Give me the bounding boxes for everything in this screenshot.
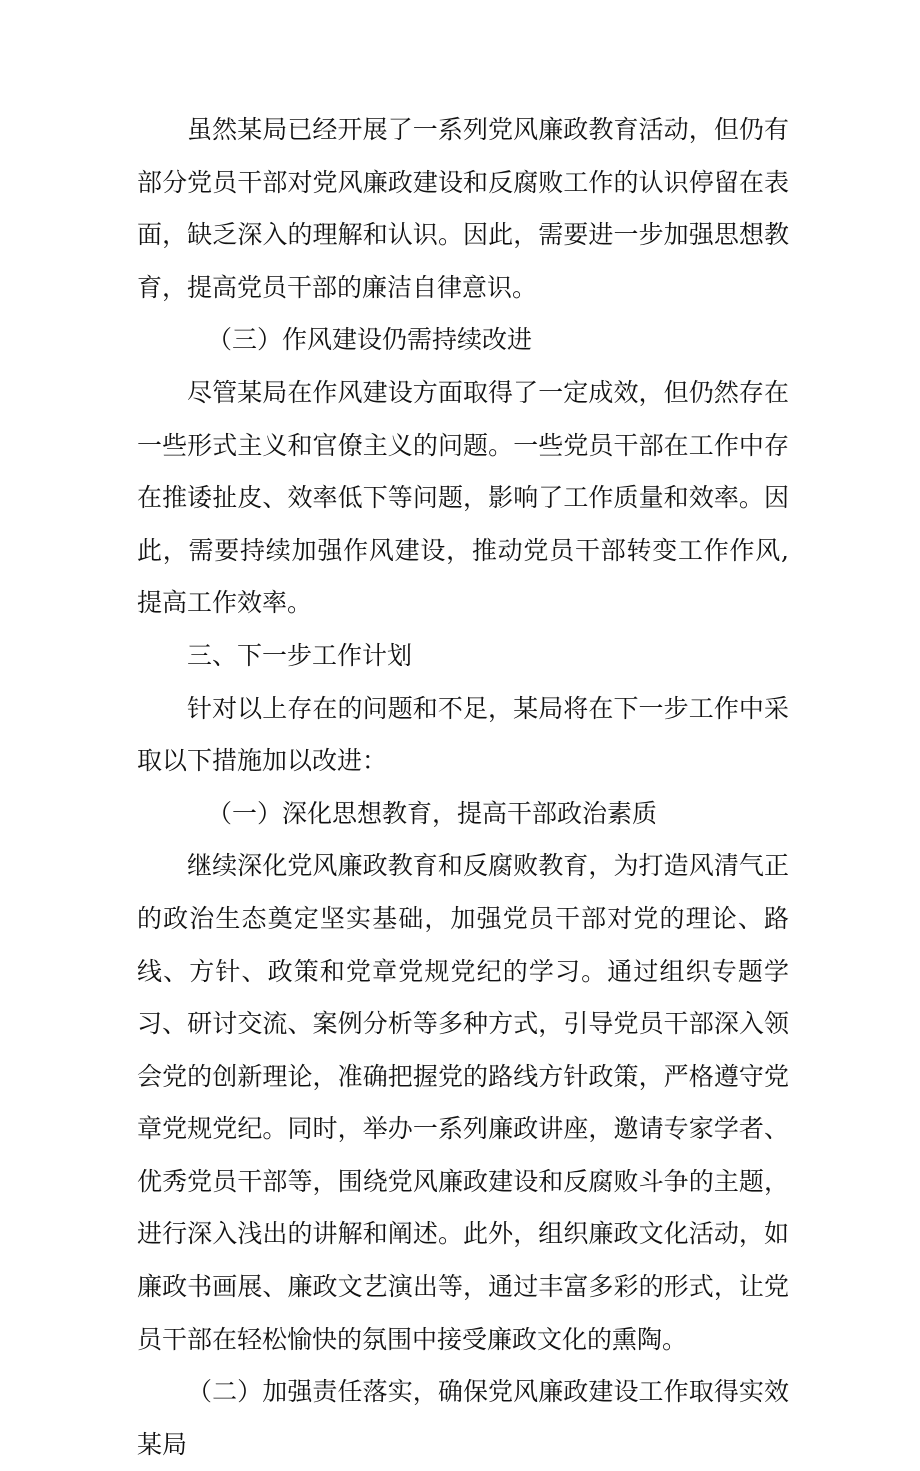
paragraph-responsibility: （二）加强责任落实，确保党风廉政建设工作取得实效某局	[137, 1377, 789, 1459]
paragraph-education-details: 继续深化党风廉政教育和反腐败教育，为打造风清气正的政治生态奠定坚实基础，加强党员干部对党的理论、路线、方针、政策和党章党规党纪的学习。通过组织专题学习、研讨交流、案例分析等多种方式，引导党员干部深入领会党的创新理论，准确把握党的路线方针政策，严格遵守党章党规党纪。同时，举办一系列廉政讲座，邀请专家学者、优秀党员干部等，围绕党风廉政建设和反腐败斗争的主题，进行深入浅出的讲解和阐述。此外，组织廉政文化活动，如廉政书画展、廉政文艺演出等，通过丰富多彩的形式，让党员干部在轻松愉快的氛围中接受廉政文化的熏陶。	[137, 851, 789, 1354]
document-body	[137, 104, 789, 1471]
paragraph-awareness: 虽然某局已经开展了一系列党风廉政教育活动，但仍有部分党员干部对党风廉政建设和反腐败工作的认识停留在表面，缺乏深入的理解和认识。因此，需要进一步加强思想教育，提高党员干部的廉洁自律意识。	[137, 115, 789, 302]
paragraph-style-issues: 尽管某局在作风建设方面取得了一定成效，但仍然存在一些形式主义和官僚主义的问题。一些党员干部在工作中存在推诿扯皮、效率低下等问题，影响了工作质量和效率。因此，需要持续加强作风建设，推动党员干部转变工作作风,提高工作效率。	[137, 377, 789, 618]
section-heading-next-plan: 三、下一步工作计划	[187, 640, 413, 670]
paragraph-measures-intro: 针对以上存在的问题和不足，某局将在下一步工作中采取以下措施加以改进：	[137, 693, 789, 776]
subheading-deepen-education: （一）深化思想教育，提高干部政治素质	[207, 798, 658, 828]
subheading-style-improvement: （三）作风建设仍需持续改进	[207, 325, 533, 355]
